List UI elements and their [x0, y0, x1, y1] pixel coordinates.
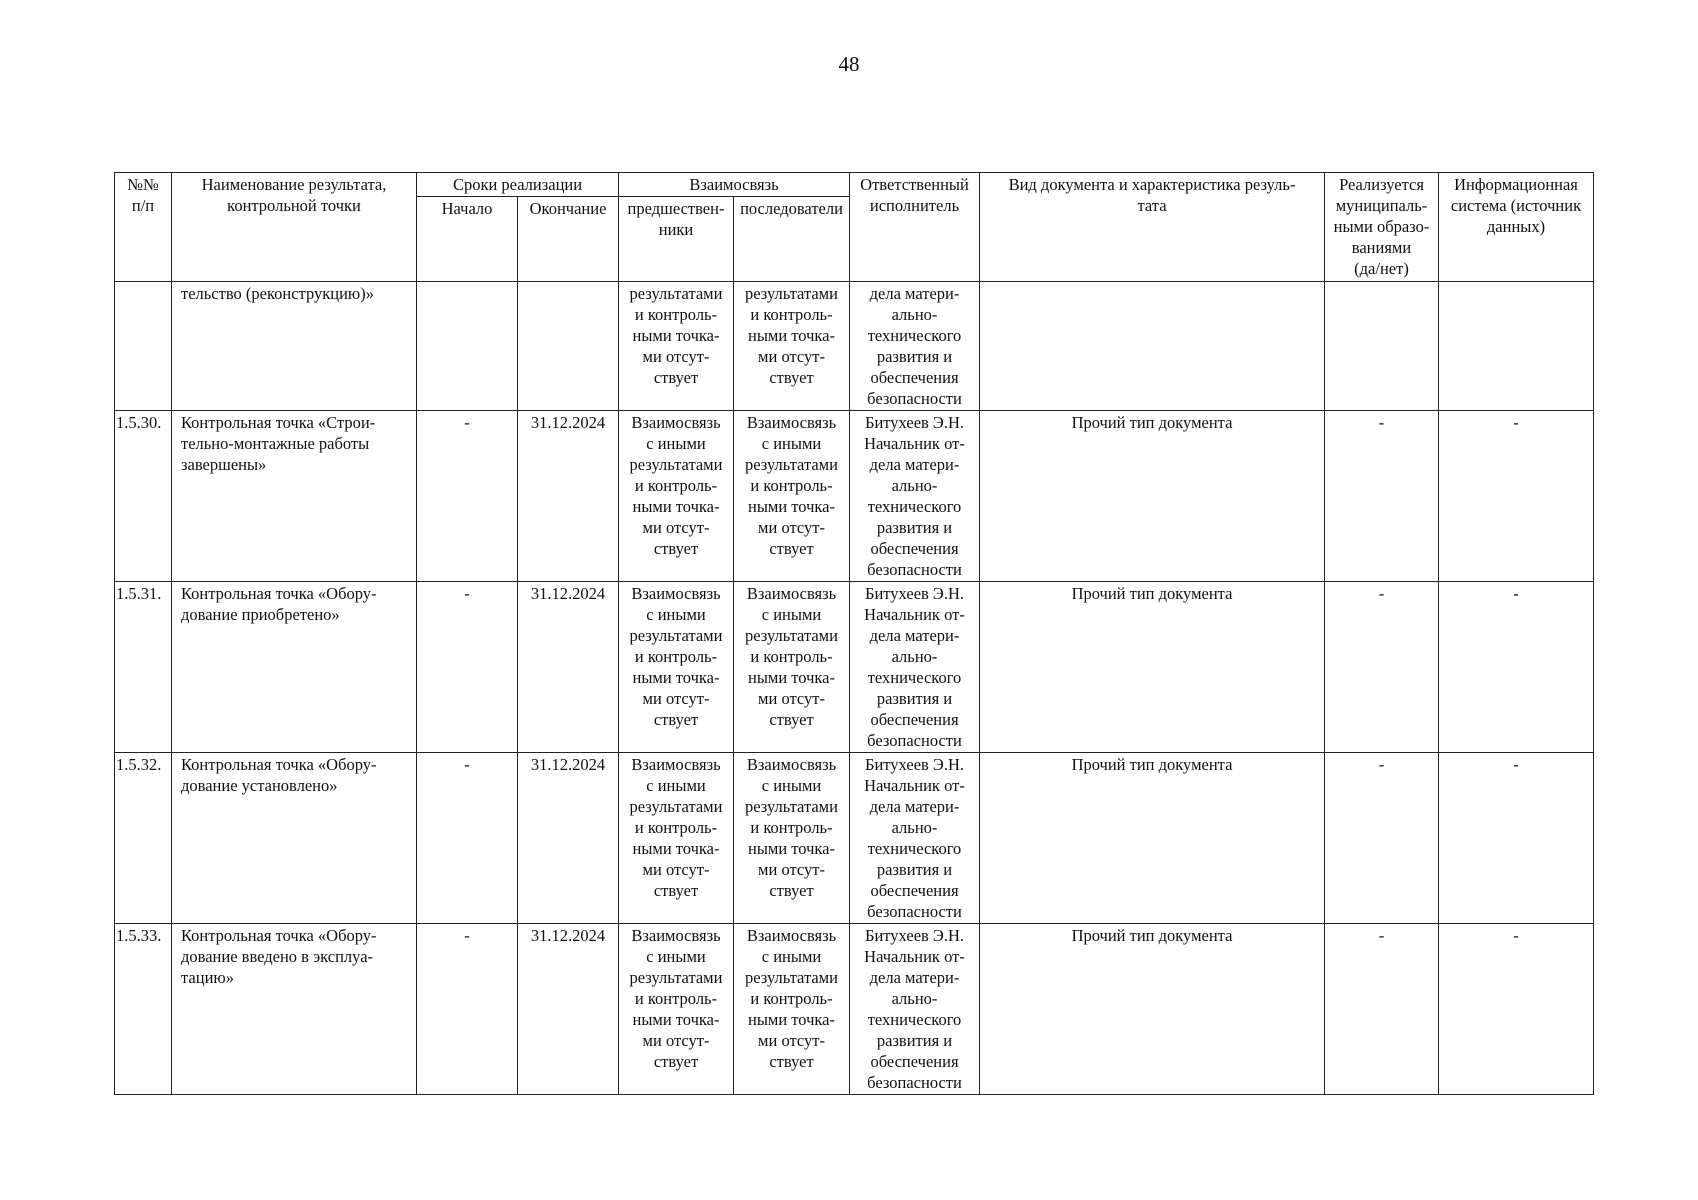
text-line: данных) [1486, 217, 1546, 236]
cell-start: - [417, 582, 518, 753]
cell-name [172, 753, 417, 924]
text-line: ваниями [1351, 238, 1412, 257]
text-line: дела матери- [869, 455, 960, 474]
cell-municipal: - [1325, 753, 1439, 924]
text-line: результатами [629, 626, 723, 645]
text-line: технического [867, 839, 962, 858]
text-line: дование введено в эксплуа- [181, 947, 374, 966]
text-line: с иными [761, 776, 822, 795]
text-line: дела матери- [869, 284, 960, 303]
text-line: развития и [876, 689, 953, 708]
text-line: ствует [653, 881, 699, 900]
text-line: результатами [629, 455, 723, 474]
text-line: Взаимосвязь [631, 755, 721, 774]
text-line: с иными [646, 605, 706, 624]
header-info-system [1439, 173, 1594, 282]
cell-end: 31.12.2024 [518, 753, 619, 924]
text-line: Начальник от- [864, 434, 965, 453]
text-line: обеспечения [870, 368, 959, 387]
cell-municipal: - [1325, 582, 1439, 753]
text-line: Взаимосвязь [631, 413, 721, 432]
text-line: и контроль- [634, 989, 718, 1008]
cell-followers [734, 282, 850, 411]
cell-end: 31.12.2024 [518, 582, 619, 753]
text-line: результатами [745, 626, 838, 645]
text-line: ными образо- [1333, 217, 1430, 236]
cell-num: 1.5.32. [115, 753, 172, 924]
text-line: №№ [127, 175, 159, 194]
cell-followers [734, 753, 850, 924]
text-line: обеспечения [870, 710, 959, 729]
cell-name [172, 924, 417, 1095]
text-line: ми отсут- [758, 347, 825, 366]
cell-predecessors [619, 582, 734, 753]
text-line: результатами [745, 455, 838, 474]
header-predecessors [619, 197, 734, 282]
table-row [115, 753, 1594, 924]
text-line: ально- [891, 305, 938, 324]
text-line: ально- [891, 647, 938, 666]
text-line: ными точка- [747, 1010, 835, 1029]
header-name [172, 173, 417, 282]
page-number: 48 [838, 52, 860, 76]
cell-start [417, 282, 518, 411]
cell-info-system [1439, 282, 1594, 411]
text-line: ствует [653, 368, 699, 387]
cell-info-system: - [1439, 582, 1594, 753]
cell-doc-type: Прочий тип документа [980, 753, 1325, 924]
text-line: безопасности [867, 1073, 962, 1092]
text-line: с иными [761, 434, 822, 453]
text-line: и контроль- [750, 476, 833, 495]
text-line: ствует [769, 881, 814, 900]
header-terms: Сроки реализации [417, 173, 619, 197]
text-line: контрольной точки [227, 196, 361, 215]
text-line: дование приобретено» [181, 605, 340, 624]
text-line: Взаимосвязь [746, 584, 837, 603]
text-line: дела матери- [869, 968, 960, 987]
text-line: результатами [745, 968, 838, 987]
cell-end: 31.12.2024 [518, 924, 619, 1095]
text-line: Начальник от- [864, 605, 965, 624]
text-line: ники [658, 220, 694, 239]
text-line: и контроль- [634, 647, 718, 666]
cell-predecessors [619, 924, 734, 1095]
text-line: Наименование результата, [201, 175, 387, 194]
text-line: ствует [653, 539, 699, 558]
text-line: ными точка- [632, 839, 720, 858]
cell-info-system: - [1439, 411, 1594, 582]
cell-end [518, 282, 619, 411]
text-line: тата [1137, 196, 1167, 215]
text-line: дование установлено» [181, 776, 338, 795]
cell-doc-type: Прочий тип документа [980, 411, 1325, 582]
text-line: Взаимосвязь [746, 755, 837, 774]
cell-municipal: - [1325, 924, 1439, 1095]
cell-info-system: - [1439, 924, 1594, 1095]
text-line: ными точка- [747, 668, 835, 687]
text-line: с иными [646, 434, 706, 453]
cell-responsible [850, 924, 980, 1095]
text-line: Контрольная точка «Обору- [181, 755, 377, 774]
text-line: обеспечения [870, 1052, 959, 1071]
text-line: с иными [646, 947, 706, 966]
cell-doc-type: Прочий тип документа [980, 582, 1325, 753]
text-line: технического [867, 497, 962, 516]
text-line: и контроль- [750, 818, 833, 837]
cell-start: - [417, 753, 518, 924]
table-row [115, 411, 1594, 582]
cell-name [172, 411, 417, 582]
text-line: Ответственный [860, 175, 969, 194]
text-line: предшествен- [627, 199, 725, 218]
text-line: ми отсут- [642, 518, 710, 537]
text-line: и контроль- [750, 647, 833, 666]
text-line: результатами [745, 284, 838, 303]
text-line: ми отсут- [642, 347, 710, 366]
text-line: ствует [653, 710, 699, 729]
header-end: Окончание [518, 197, 619, 282]
text-line: Взаимосвязь [746, 413, 837, 432]
text-line: ми отсут- [642, 860, 710, 879]
text-line: и контроль- [750, 989, 833, 1008]
text-line: обеспечения [870, 881, 959, 900]
table-row [115, 582, 1594, 753]
cell-doc-type: Прочий тип документа [980, 924, 1325, 1095]
header-municipal [1325, 173, 1439, 282]
cell-responsible [850, 282, 980, 411]
cell-responsible [850, 582, 980, 753]
cell-num: 1.5.30. [115, 411, 172, 582]
text-line: дела матери- [869, 626, 960, 645]
text-line: тельно-монтажные работы [181, 434, 370, 453]
text-line: Битухеев Э.Н. [864, 755, 964, 774]
cell-responsible [850, 753, 980, 924]
cell-start: - [417, 924, 518, 1095]
text-line: технического [867, 326, 962, 345]
text-line: дела матери- [869, 797, 960, 816]
text-line: и контроль- [634, 476, 718, 495]
text-line: развития и [876, 1031, 953, 1050]
text-line: Взаимосвязь [746, 926, 837, 945]
text-line: ствует [769, 539, 814, 558]
cell-responsible [850, 411, 980, 582]
cell-predecessors [619, 282, 734, 411]
text-line: технического [867, 1010, 962, 1029]
text-line: п/п [131, 196, 155, 215]
text-line: Взаимосвязь [631, 584, 721, 603]
header-num [115, 173, 172, 282]
text-line: ными точка- [747, 326, 835, 345]
text-line: развития и [876, 347, 953, 366]
text-line: ально- [891, 818, 938, 837]
text-line: и контроль- [634, 818, 718, 837]
cell-doc-type [980, 282, 1325, 411]
text-line: безопасности [867, 902, 962, 921]
text-line: ми отсут- [758, 1031, 825, 1050]
text-line: ально- [891, 476, 938, 495]
text-line: результатами [629, 284, 723, 303]
text-line: (да/нет) [1354, 259, 1409, 278]
header-start: Начало [417, 197, 518, 282]
text-line: Информационная [1454, 175, 1578, 194]
text-line: обеспечения [870, 539, 959, 558]
text-line: завершены» [181, 455, 267, 474]
text-line: Начальник от- [864, 947, 965, 966]
text-line: Битухеев Э.Н. [864, 413, 964, 432]
text-line: безопасности [867, 731, 962, 750]
cell-info-system: - [1439, 753, 1594, 924]
text-line: ствует [769, 1052, 814, 1071]
text-line: ствует [769, 710, 814, 729]
cell-start: - [417, 411, 518, 582]
text-line: Битухеев Э.Н. [864, 926, 964, 945]
text-line: ми отсут- [642, 689, 710, 708]
text-line: система (источник [1450, 196, 1582, 215]
text-line: результатами [745, 797, 838, 816]
text-line: результатами [629, 968, 723, 987]
text-line: ми отсут- [758, 860, 825, 879]
text-line: и контроль- [634, 305, 718, 324]
text-line: ными точка- [632, 668, 720, 687]
text-line: муниципаль- [1335, 196, 1428, 215]
header-responsible [850, 173, 980, 282]
header-followers: последователи [734, 197, 850, 282]
text-line: ально- [891, 989, 938, 1008]
table-row [115, 924, 1594, 1095]
cell-num: 1.5.33. [115, 924, 172, 1095]
text-line: развития и [876, 518, 953, 537]
header-relation: Взаимосвязь [619, 173, 850, 197]
text-line: безопасности [867, 560, 962, 579]
text-line: Вид документа и характеристика резуль- [1008, 175, 1296, 194]
text-line: тацию» [181, 968, 234, 987]
text-line: ми отсут- [642, 1031, 710, 1050]
text-line: и контроль- [750, 305, 833, 324]
text-line: безопасности [867, 389, 962, 408]
text-line: ными точка- [632, 1010, 720, 1029]
control-points-table [114, 172, 1594, 1095]
cell-municipal [1325, 282, 1439, 411]
text-line: ными точка- [747, 839, 835, 858]
text-line: ми отсут- [758, 689, 825, 708]
text-line: Контрольная точка «Обору- [181, 926, 377, 945]
text-line: ствует [769, 368, 814, 387]
text-line: с иными [761, 605, 822, 624]
cell-municipal: - [1325, 411, 1439, 582]
cell-followers [734, 924, 850, 1095]
cell-name [172, 582, 417, 753]
cell-name: тельство (реконструкцию)» [172, 282, 417, 411]
cell-end: 31.12.2024 [518, 411, 619, 582]
cell-num [115, 282, 172, 411]
text-line: ными точка- [632, 497, 720, 516]
text-line: Контрольная точка «Обору- [181, 584, 377, 603]
header-doc-type [980, 173, 1325, 282]
text-line: Взаимосвязь [631, 926, 721, 945]
cell-num: 1.5.31. [115, 582, 172, 753]
cell-predecessors [619, 411, 734, 582]
text-line: с иными [646, 776, 706, 795]
text-line: Реализуется [1339, 175, 1424, 194]
cell-followers [734, 411, 850, 582]
text-line: развития и [876, 860, 953, 879]
cell-predecessors [619, 753, 734, 924]
text-line: результатами [629, 797, 723, 816]
text-line: с иными [761, 947, 822, 966]
text-line: технического [867, 668, 962, 687]
text-line: Битухеев Э.Н. [864, 584, 964, 603]
text-line: Контрольная точка «Строи- [181, 413, 376, 432]
cell-followers [734, 582, 850, 753]
text-line: Начальник от- [864, 776, 965, 795]
text-line: ными точка- [747, 497, 835, 516]
text-line: ными точка- [632, 326, 720, 345]
text-line: ствует [653, 1052, 699, 1071]
text-line: исполнитель [869, 196, 960, 215]
table-row-continuation [115, 282, 1594, 411]
text-line: ми отсут- [758, 518, 825, 537]
